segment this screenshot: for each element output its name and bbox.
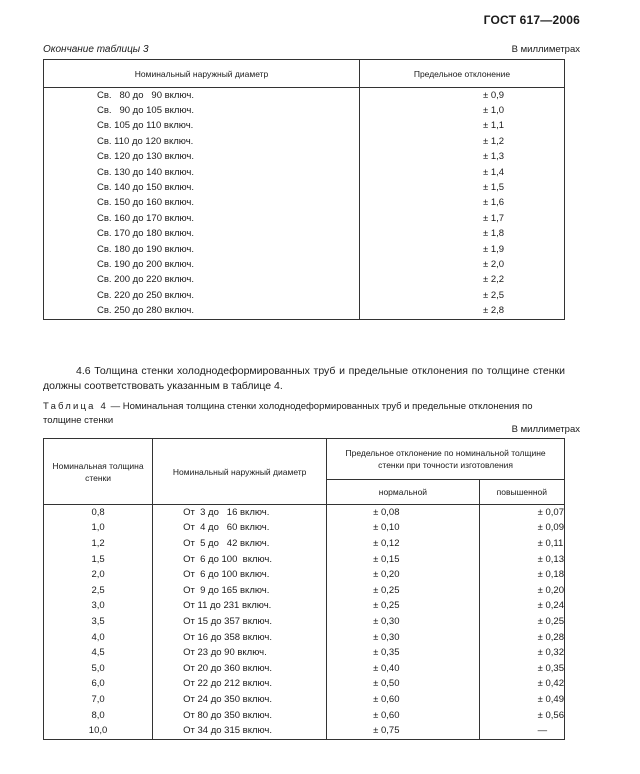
- table3-continuation-title: Окончание таблицы 3: [43, 44, 149, 55]
- diameter-cell: Св. 220 до 250 включ.: [44, 288, 360, 303]
- high-deviation-cell: ± 0,20: [479, 583, 564, 599]
- table4-caption: [43, 400, 565, 428]
- thickness-cell: 10,0: [44, 723, 153, 739]
- normal-deviation-cell: ± 0,08: [327, 505, 480, 521]
- normal-deviation-cell: ± 0,30: [327, 614, 480, 630]
- table-3: [43, 59, 565, 320]
- diameter-cell: От 11 до 231 включ.: [153, 599, 327, 615]
- table4-caption-text: — Номинальная толщина стенки холоднодеформированных труб и предельные отклонения по толщине стенки: [43, 401, 533, 426]
- table-row: [44, 708, 565, 724]
- table-row: [44, 645, 565, 661]
- diameter-cell: От 80 до 350 включ.: [153, 708, 327, 724]
- high-deviation-cell: ± 0,56: [479, 708, 564, 724]
- table-row: [44, 180, 565, 195]
- table-row: [44, 88, 565, 104]
- table-row: [44, 692, 565, 708]
- diameter-cell: От 15 до 357 включ.: [153, 614, 327, 630]
- high-deviation-cell: ± 0,18: [479, 567, 564, 583]
- table-row: [44, 242, 565, 257]
- high-deviation-cell: ± 0,25: [479, 614, 564, 630]
- table4-header-thickness: Номинальная толщина стенки: [44, 439, 153, 505]
- normal-deviation-cell: ± 0,30: [327, 630, 480, 646]
- table4-header-diameter: Номинальный наружный диаметр: [153, 439, 327, 505]
- thickness-cell: 1,5: [44, 552, 153, 568]
- thickness-cell: 8,0: [44, 708, 153, 724]
- diameter-cell: Св. 200 до 220 включ.: [44, 273, 360, 288]
- table-row: [44, 303, 565, 319]
- normal-deviation-cell: ± 0,60: [327, 692, 480, 708]
- normal-deviation-cell: ± 0,35: [327, 645, 480, 661]
- table4-caption-label: Таблица 4: [43, 401, 108, 412]
- diameter-cell: От 3 до 16 включ.: [153, 505, 327, 521]
- table3-header-diameter: Номинальный наружный диаметр: [44, 60, 360, 88]
- table-row: [44, 119, 565, 134]
- diameter-cell: От 5 до 42 включ.: [153, 536, 327, 552]
- normal-deviation-cell: ± 0,40: [327, 661, 480, 677]
- high-deviation-cell: ± 0,49: [479, 692, 564, 708]
- diameter-cell: Св. 150 до 160 включ.: [44, 196, 360, 211]
- diameter-cell: Св. 180 до 190 включ.: [44, 242, 360, 257]
- table-row: [44, 661, 565, 677]
- table-row: [44, 567, 565, 583]
- table4-header-high: повышенной: [479, 480, 564, 505]
- normal-deviation-cell: ± 0,10: [327, 521, 480, 537]
- high-deviation-cell: ± 0,11: [479, 536, 564, 552]
- normal-deviation-cell: ± 0,20: [327, 567, 480, 583]
- deviation-cell: ± 0,9: [360, 88, 565, 104]
- high-deviation-cell: ± 0,09: [479, 521, 564, 537]
- deviation-cell: ± 2,5: [360, 288, 565, 303]
- diameter-cell: От 9 до 165 включ.: [153, 583, 327, 599]
- clause-4-6: 4.6 Толщина стенки холоднодеформированных труб и предельные отклонения по толщине стенки должны соответствовать указанным в таблице 4.: [43, 365, 565, 392]
- table-row: [44, 150, 565, 165]
- table-row: [44, 505, 565, 521]
- normal-deviation-cell: ± 0,25: [327, 599, 480, 615]
- table-row: [44, 288, 565, 303]
- deviation-cell: ± 1,1: [360, 119, 565, 134]
- normal-deviation-cell: ± 0,50: [327, 677, 480, 693]
- table4-header-deviation: Предельное отклонение по номинальной толщине стенки при точности изготовления: [327, 439, 565, 480]
- deviation-cell: ± 1,4: [360, 165, 565, 180]
- table-row: [44, 165, 565, 180]
- table-row: [44, 103, 565, 118]
- high-deviation-cell: ± 0,13: [479, 552, 564, 568]
- thickness-cell: 3,0: [44, 599, 153, 615]
- diameter-cell: Св. 190 до 200 включ.: [44, 257, 360, 272]
- table-row: [44, 583, 565, 599]
- table-row: [44, 536, 565, 552]
- diameter-cell: От 23 до 90 включ.: [153, 645, 327, 661]
- deviation-cell: ± 1,6: [360, 196, 565, 211]
- high-deviation-cell: ± 0,28: [479, 630, 564, 646]
- thickness-cell: 5,0: [44, 661, 153, 677]
- high-deviation-cell: ± 0,42: [479, 677, 564, 693]
- deviation-cell: ± 1,3: [360, 150, 565, 165]
- table4-header-normal: нормальной: [327, 480, 480, 505]
- deviation-cell: ± 1,7: [360, 211, 565, 226]
- deviation-cell: ± 1,5: [360, 180, 565, 195]
- diameter-cell: От 22 до 212 включ.: [153, 677, 327, 693]
- diameter-cell: Св. 105 до 110 включ.: [44, 119, 360, 134]
- normal-deviation-cell: ± 0,75: [327, 723, 480, 739]
- high-deviation-cell: ± 0,24: [479, 599, 564, 615]
- diameter-cell: От 4 до 60 включ.: [153, 521, 327, 537]
- deviation-cell: ± 1,0: [360, 103, 565, 118]
- high-deviation-cell: ± 0,35: [479, 661, 564, 677]
- table-row: [44, 552, 565, 568]
- thickness-cell: 4,5: [44, 645, 153, 661]
- deviation-cell: ± 2,0: [360, 257, 565, 272]
- table4-units: В миллиметрах: [511, 424, 580, 435]
- thickness-cell: 0,8: [44, 505, 153, 521]
- diameter-cell: Св. 140 до 150 включ.: [44, 180, 360, 195]
- thickness-cell: 4,0: [44, 630, 153, 646]
- deviation-cell: ± 2,8: [360, 303, 565, 319]
- normal-deviation-cell: ± 0,60: [327, 708, 480, 724]
- diameter-cell: Св. 120 до 130 включ.: [44, 150, 360, 165]
- deviation-cell: ± 1,9: [360, 242, 565, 257]
- table-row: [44, 273, 565, 288]
- normal-deviation-cell: ± 0,25: [327, 583, 480, 599]
- table-row: [44, 630, 565, 646]
- table-row: [44, 723, 565, 739]
- high-deviation-cell: ± 0,32: [479, 645, 564, 661]
- thickness-cell: 1,2: [44, 536, 153, 552]
- thickness-cell: 7,0: [44, 692, 153, 708]
- diameter-cell: Св. 250 до 280 включ.: [44, 303, 360, 319]
- high-deviation-cell: ± 0,07: [479, 505, 564, 521]
- deviation-cell: ± 2,2: [360, 273, 565, 288]
- table-row: [44, 134, 565, 149]
- table-row: [44, 614, 565, 630]
- table-row: [44, 677, 565, 693]
- thickness-cell: 2,0: [44, 567, 153, 583]
- normal-deviation-cell: ± 0,12: [327, 536, 480, 552]
- diameter-cell: Св. 130 до 140 включ.: [44, 165, 360, 180]
- table-row: [44, 599, 565, 615]
- table-row: [44, 227, 565, 242]
- table-4: [43, 438, 565, 740]
- diameter-cell: От 6 до 100 включ.: [153, 552, 327, 568]
- diameter-cell: От 34 до 315 включ.: [153, 723, 327, 739]
- diameter-cell: Св. 90 до 105 включ.: [44, 103, 360, 118]
- table-row: [44, 521, 565, 537]
- standard-number: ГОСТ 617—2006: [483, 13, 580, 27]
- table-row: [44, 257, 565, 272]
- diameter-cell: От 16 до 358 включ.: [153, 630, 327, 646]
- thickness-cell: 2,5: [44, 583, 153, 599]
- thickness-cell: 1,0: [44, 521, 153, 537]
- deviation-cell: ± 1,2: [360, 134, 565, 149]
- table3-header-deviation: Предельное отклонение: [360, 60, 565, 88]
- normal-deviation-cell: ± 0,15: [327, 552, 480, 568]
- table-row: [44, 211, 565, 226]
- high-deviation-cell: —: [479, 723, 564, 739]
- diameter-cell: Св. 110 до 120 включ.: [44, 134, 360, 149]
- diameter-cell: Св. 80 до 90 включ.: [44, 88, 360, 104]
- table3-units: В миллиметрах: [511, 44, 580, 55]
- thickness-cell: 6,0: [44, 677, 153, 693]
- thickness-cell: 3,5: [44, 614, 153, 630]
- diameter-cell: От 20 до 360 включ.: [153, 661, 327, 677]
- diameter-cell: От 24 до 350 включ.: [153, 692, 327, 708]
- table-row: [44, 196, 565, 211]
- diameter-cell: От 6 до 100 включ.: [153, 567, 327, 583]
- diameter-cell: Св. 170 до 180 включ.: [44, 227, 360, 242]
- diameter-cell: Св. 160 до 170 включ.: [44, 211, 360, 226]
- deviation-cell: ± 1,8: [360, 227, 565, 242]
